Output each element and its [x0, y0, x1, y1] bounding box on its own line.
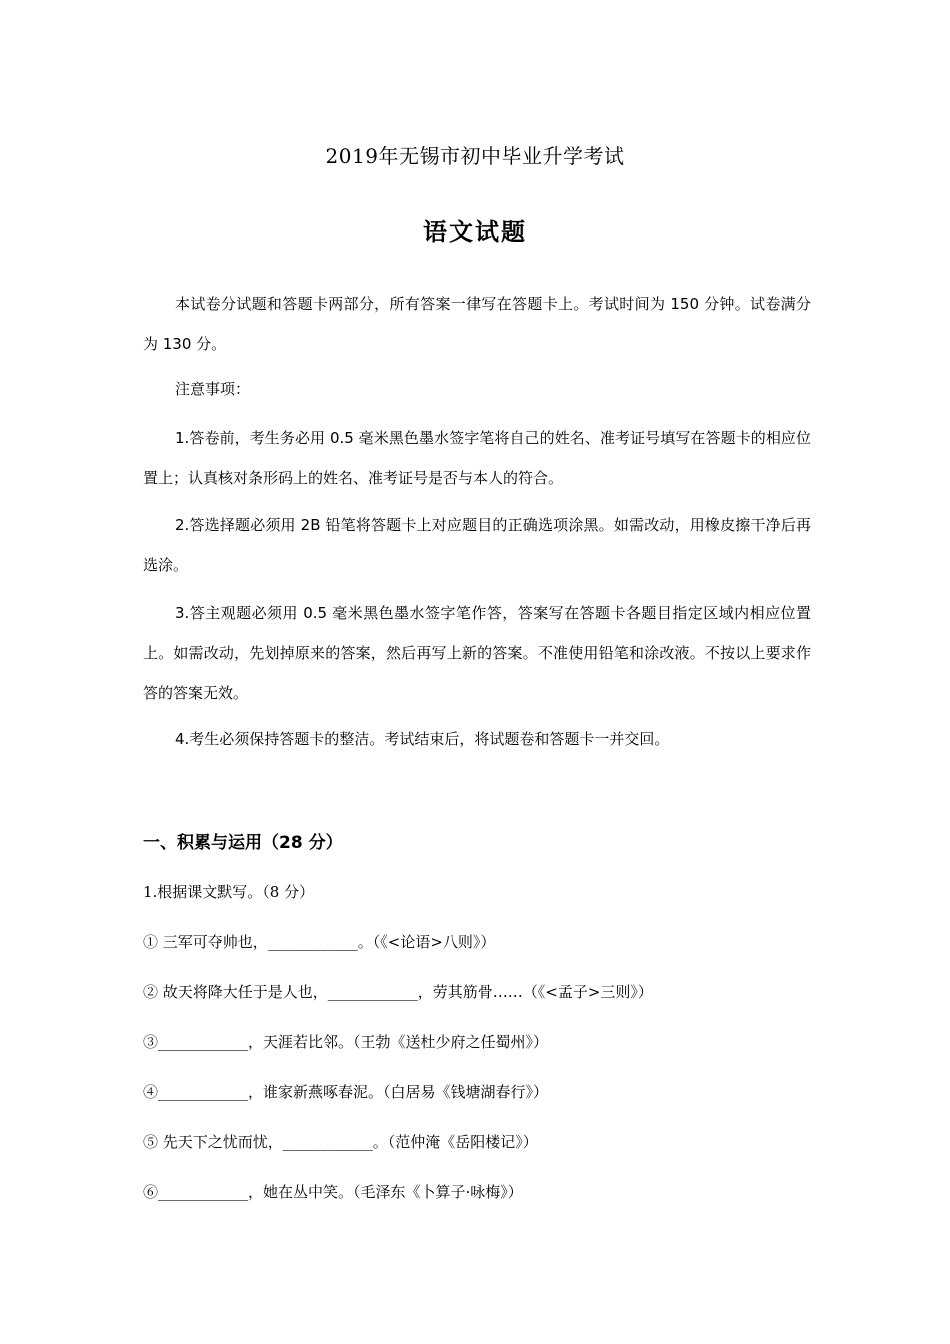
- intro-paragraph: 本试卷分试题和答题卡两部分，所有答案一律写在答题卡上。考试时间为 150 分钟。试卷满分为 130 分。: [143, 295, 811, 353]
- question-line-5: ⑤ 先天下之忧而忧，____________。（范仲淹《岳阳楼记》）: [143, 1133, 538, 1151]
- question-line-2: ② 故天将降大任于是人也，____________，劳其筋骨……（《<孟子>三则》）: [143, 983, 653, 1001]
- subject-title: 语文试题: [423, 218, 527, 246]
- notice-heading: 注意事项：: [175, 380, 251, 398]
- notice-item-3: 3.答主观题必须用 0.5 毫米黑色墨水签字笔作答，答案写在答题卡各题目指定区域内相应位置上。如需改动，先划掉原来的答案，然后再写上新的答案。不准使用铅笔和涂改液。不按以上要求作答的答案无效。: [143, 604, 811, 702]
- question-line-1: ① 三军可夺帅也，____________。（《<论语>八则》）: [143, 933, 496, 951]
- section-heading: 一、积累与运用（28 分）: [143, 833, 343, 853]
- notice-item-2: 2.答选择题必须用 2B 铅笔将答题卡上对应题目的正确选项涂黑。如需改动，用橡皮擦干净后再选涂。: [143, 516, 811, 574]
- notice-item-4: 4.考生必须保持答题卡的整洁。考试结束后，将试题卷和答题卡一并交回。: [175, 730, 670, 748]
- question-line-4: ④____________，谁家新燕啄春泥。（白居易《钱塘湖春行》）: [143, 1083, 549, 1101]
- question-line-3: ③____________，天涯若比邻。（王勃《送杜少府之任蜀州》）: [143, 1033, 549, 1051]
- exam-title: 2019年无锡市初中毕业升学考试: [325, 144, 625, 168]
- notice-item-1: 1.答卷前，考生务必用 0.5 毫米黑色墨水签字笔将自己的姓名、准考证号填写在答题卡的相应位置上；认真核对条形码上的姓名、准考证号是否与本人的符合。: [143, 429, 811, 487]
- question-stem: 1.根据课文默写。（8 分）: [143, 883, 315, 901]
- question-line-6: ⑥____________，她在丛中笑。（毛泽东《卜算子·咏梅》）: [143, 1183, 523, 1201]
